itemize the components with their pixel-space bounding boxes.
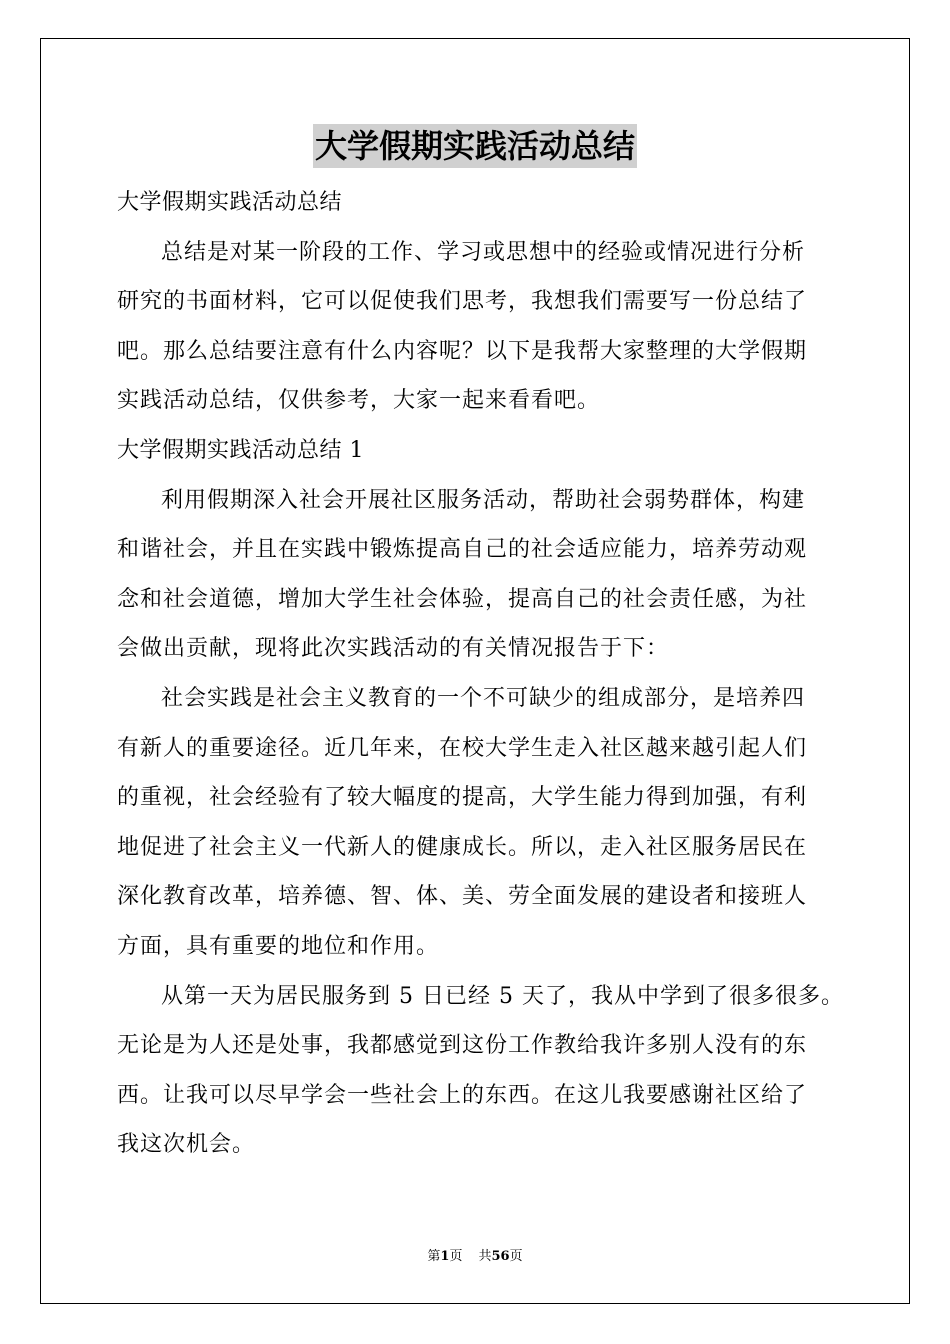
text-line: 西。让我可以尽早学会一些社会上的东西。在这儿我要感谢社区给了: [117, 1082, 808, 1108]
text-line: 念和社会道德，增加大学生社会体验，提高自己的社会责任感，为社: [117, 586, 808, 612]
section-heading: 大学假期实践活动总结: [117, 190, 343, 215]
text-line: 从第一天为居民服务到 5 日已经 5 天了，我从中学到了很多很多。: [161, 983, 844, 1009]
text-line: 无论是为人还是处事，我都感觉到这份工作教给我许多别人没有的东: [117, 1033, 808, 1059]
text-line: 地促进了社会主义一代新人的健康成长。所以，走入社区服务居民在: [117, 834, 808, 860]
total-prefix: 共: [478, 1249, 492, 1264]
text-line: 我这次机会。: [117, 1132, 256, 1158]
text-line: 有新人的重要途径。近几年来，在校大学生走入社区越来越引起人们: [117, 735, 808, 761]
text-line: 方面，具有重要的地位和作用。: [117, 933, 440, 959]
text-line: 深化教育改革，培养德、智、体、美、劳全面发展的建设者和接班人: [117, 884, 808, 910]
text-line: 吧。那么总结要注意有什么内容呢？以下是我帮大家整理的大学假期: [117, 338, 808, 364]
text-line: 会做出贡献，现将此次实践活动的有关情况报告于下：: [117, 636, 670, 662]
text-line: 社会实践是社会主义教育的一个不可缺少的组成部分，是培养四: [161, 685, 806, 711]
text-line: 研究的书面材料，它可以促使我们思考，我想我们需要写一份总结了: [117, 289, 808, 315]
total-pages: 56: [491, 1249, 510, 1264]
total-suffix: 页: [509, 1249, 523, 1264]
text-line: 利用假期深入社会开展社区服务活动，帮助社会弱势群体，构建: [161, 487, 806, 513]
document-title: 大学假期实践活动总结: [313, 124, 637, 168]
page-footer: [0, 1248, 950, 1266]
title-container: [0, 124, 950, 168]
text-line: 和谐社会，并且在实践中锻炼提高自己的社会适应能力，培养劳动观: [117, 537, 808, 563]
page-suffix: 页: [449, 1249, 463, 1264]
page-number: 1: [440, 1249, 450, 1264]
text-line: 的重视，社会经验有了较大幅度的提高，大学生能力得到加强，有利: [117, 785, 808, 811]
document-body: [117, 178, 843, 1170]
page-prefix: 第: [427, 1249, 441, 1264]
text-line: 实践活动总结，仅供参考，大家一起来看看吧。: [117, 388, 601, 414]
text-line: 总结是对某一阶段的工作、学习或思想中的经验或情况进行分析: [161, 239, 806, 265]
section-heading: 大学假期实践活动总结 1: [117, 437, 364, 463]
